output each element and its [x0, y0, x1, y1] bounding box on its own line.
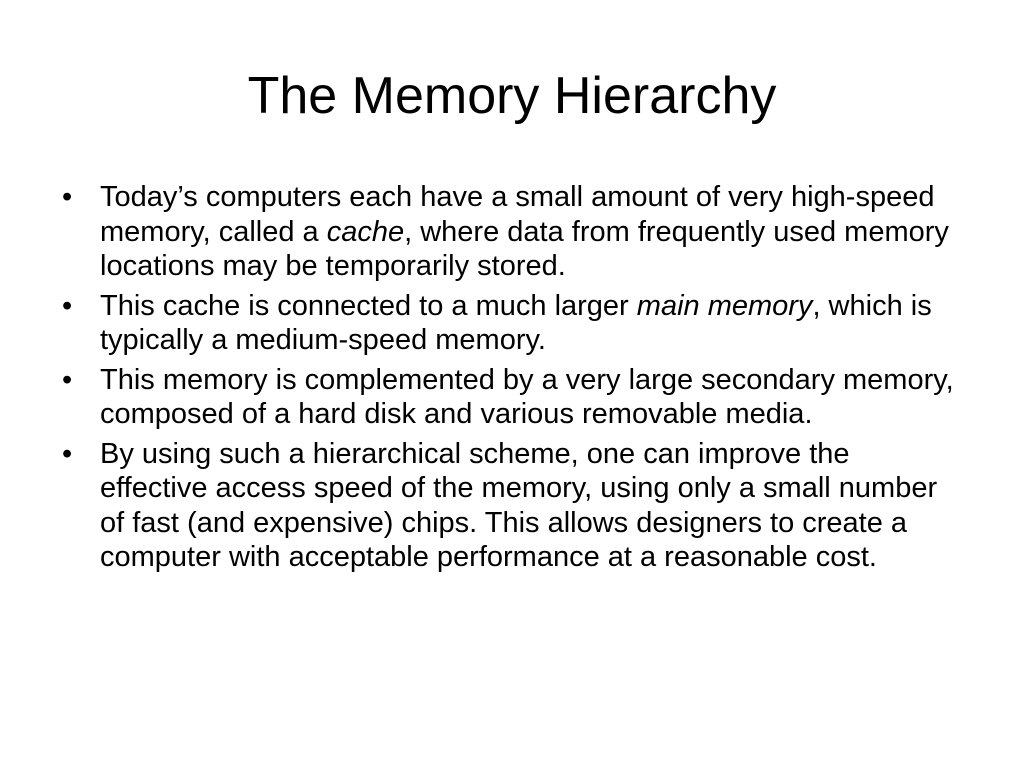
- bullet-item: [60, 289, 960, 358]
- slide-title: The Memory Hierarchy: [247, 67, 777, 125]
- bullet-text-segment: This memory is complemented by a very large secondary memory, composed of a hard disk and various removable media.: [100, 363, 954, 430]
- bullet-dot-icon: •: [62, 289, 73, 322]
- bullet-text-segment: , where data from frequently used memory locations may be temporarily stored.: [100, 215, 949, 282]
- bullet-dot-icon: •: [62, 437, 73, 470]
- bullet-item: [60, 180, 960, 284]
- bullet-dot-icon: •: [62, 363, 73, 396]
- bullet-text: [100, 438, 937, 574]
- bullet-text-segment: , which is typically a medium-speed memory.: [100, 289, 932, 356]
- bullet-text-segment: Today’s computers each have a small amount of very high-speed memory, called a: [100, 181, 935, 248]
- bullet-item: [60, 363, 960, 432]
- bullet-dot-icon: •: [62, 181, 73, 213]
- emphasized-term: cache: [326, 215, 405, 248]
- bullet-text-segment: By using such a hierarchical scheme, one can improve the effective access speed of the memory, using only a small number of fast (and expensive) chips. This allows designers to create a computer with acceptable performance at a reasonable cost.: [100, 437, 938, 573]
- bullet-text-segment: This cache is connected to a much larger: [100, 289, 637, 322]
- bullet-text: [100, 364, 954, 431]
- emphasized-term: main memory: [636, 289, 813, 322]
- bullet-text: [100, 290, 932, 357]
- bullet-list: [60, 180, 960, 580]
- bullet-item: [60, 437, 960, 575]
- bullet-text: [100, 181, 949, 282]
